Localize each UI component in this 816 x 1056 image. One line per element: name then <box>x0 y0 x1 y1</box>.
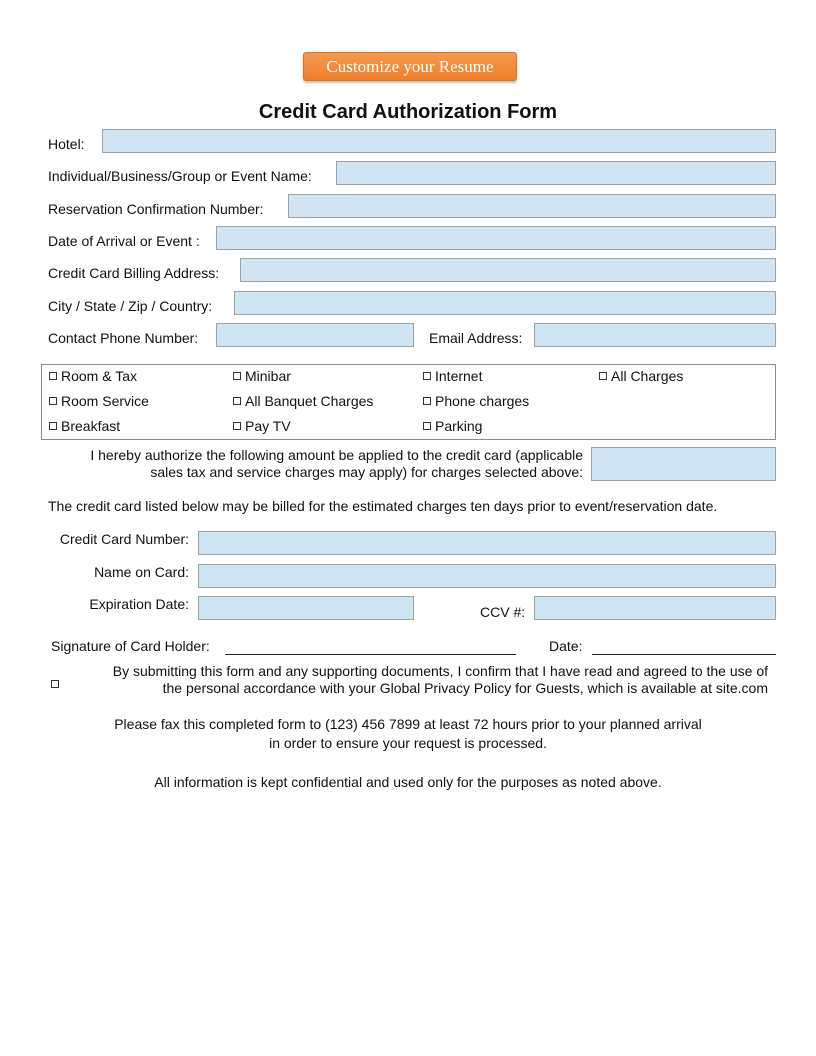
checkbox-icon[interactable] <box>49 397 57 405</box>
room-service-option[interactable]: Room Service <box>49 393 149 409</box>
all-banquet-option[interactable]: All Banquet Charges <box>233 393 373 409</box>
name-on-card-label: Name on Card: <box>94 564 189 580</box>
ccv-field[interactable] <box>534 596 776 620</box>
checkbox-icon[interactable] <box>423 422 431 430</box>
phone-field[interactable] <box>216 323 414 347</box>
checkbox-icon[interactable] <box>233 422 241 430</box>
authorized-amount-field[interactable] <box>591 447 776 481</box>
checkbox-icon[interactable] <box>423 397 431 405</box>
minibar-option[interactable]: Minibar <box>233 368 291 384</box>
signature-label: Signature of Card Holder: <box>51 638 210 654</box>
city-state-zip-label: City / State / Zip / Country: <box>48 298 213 314</box>
ccv-label: CCV #: <box>480 604 526 620</box>
customize-resume-button[interactable]: Customize your Resume <box>303 52 517 81</box>
event-name-field[interactable] <box>336 161 776 185</box>
checkbox-icon[interactable] <box>599 372 607 380</box>
consent-checkbox[interactable] <box>51 680 59 688</box>
billing-notice: The credit card listed below may be billed for the estimated charges ten days prior to event/reservation date. <box>48 498 718 514</box>
hotel-label: Hotel: <box>48 136 85 152</box>
fax-instructions-line1: Please fax this completed form to (123) 456 7899 at least 72 hours prior to your planned arrival <box>114 716 702 732</box>
checkbox-icon[interactable] <box>423 372 431 380</box>
parking-option[interactable]: Parking <box>423 418 482 434</box>
phone-charges-option[interactable]: Phone charges <box>423 393 529 409</box>
checkbox-icon[interactable] <box>49 372 57 380</box>
confirmation-number-field[interactable] <box>288 194 776 218</box>
expiration-date-label: Expiration Date: <box>89 596 189 612</box>
fax-instructions-line2: in order to ensure your request is processed. <box>269 735 547 751</box>
card-number-label: Credit Card Number: <box>59 531 189 547</box>
internet-option[interactable]: Internet <box>423 368 482 384</box>
arrival-date-field[interactable] <box>216 226 776 250</box>
billing-address-label: Credit Card Billing Address: <box>48 265 220 281</box>
pay-tv-option[interactable]: Pay TV <box>233 418 291 434</box>
date-line[interactable] <box>592 654 776 655</box>
phone-label: Contact Phone Number: <box>48 330 199 346</box>
authorize-text-line2: sales tax and service charges may apply) for charges selected above: <box>150 464 583 480</box>
hotel-field[interactable] <box>102 129 776 153</box>
authorize-text-line1: I hereby authorize the following amount be applied to the credit card (applicable <box>90 447 583 463</box>
all-charges-option[interactable]: All Charges <box>599 368 683 384</box>
email-field[interactable] <box>534 323 776 347</box>
breakfast-option[interactable]: Breakfast <box>49 418 120 434</box>
room-tax-option[interactable]: Room & Tax <box>49 368 137 384</box>
checkbox-icon[interactable] <box>49 422 57 430</box>
expiration-date-field[interactable] <box>198 596 414 620</box>
city-state-zip-field[interactable] <box>234 291 776 315</box>
signature-line[interactable] <box>225 654 516 655</box>
signature-date-label: Date: <box>549 638 583 654</box>
arrival-date-label: Date of Arrival or Event : <box>48 233 200 249</box>
event-name-label: Individual/Business/Group or Event Name: <box>48 168 312 184</box>
email-label: Email Address: <box>429 330 523 346</box>
consent-text-line1: By submitting this form and any supporting documents, I confirm that I have read and agreed to the use of <box>112 663 768 679</box>
confidentiality-note: All information is kept confidential and used only for the purposes as noted above. <box>154 774 662 790</box>
checkbox-icon[interactable] <box>233 372 241 380</box>
checkbox-icon[interactable] <box>233 397 241 405</box>
card-number-field[interactable] <box>198 531 776 555</box>
billing-address-field[interactable] <box>240 258 776 282</box>
confirmation-number-label: Reservation Confirmation Number: <box>48 201 264 217</box>
form-title: Credit Card Authorization Form <box>258 101 558 123</box>
name-on-card-field[interactable] <box>198 564 776 588</box>
consent-text-line2: the personal accordance with your Global Privacy Policy for Guests, which is available at site.com <box>162 680 768 696</box>
